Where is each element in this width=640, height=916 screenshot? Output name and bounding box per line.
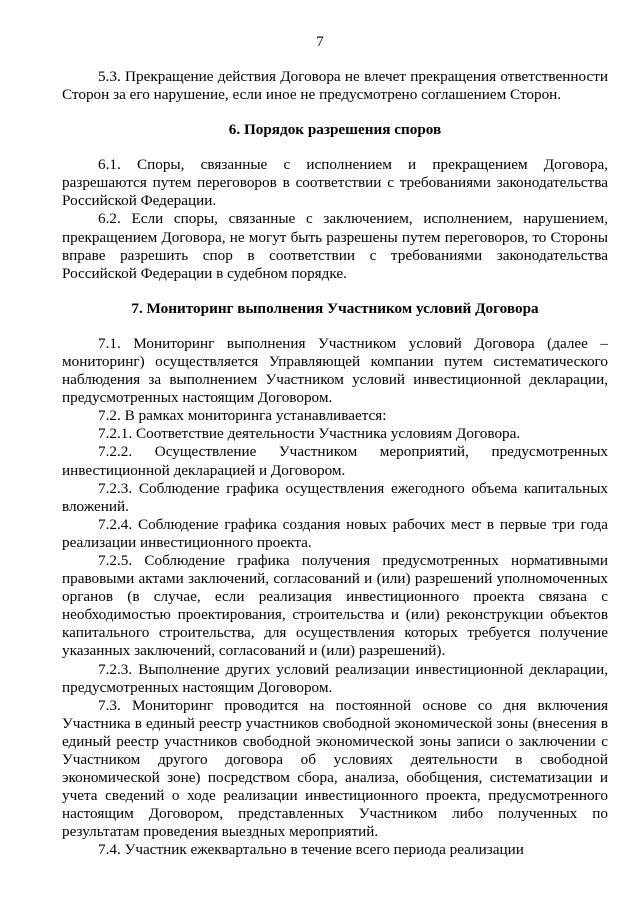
spacer: [62, 283, 608, 300]
paragraph: 7.2.3. Выполнение других условий реализации инвестиционной декларации, предусмотренных настоящим Договором.: [62, 660, 608, 696]
paragraph: 7.4. Участник ежеквартально в течение всего периода реализации: [98, 841, 524, 859]
paragraph: 5.3. Прекращение действия Договора не влечет прекращения ответственности Сторон за его нарушение, если иное не предусмотрено соглашением Сторон.: [62, 68, 608, 104]
paragraph: 7.2.2. Осуществление Участником мероприятий, предусмотренных инвестиционной декларацией и Договором.: [62, 443, 608, 479]
paragraph: 7.2. В рамках мониторинга устанавливается:: [98, 407, 387, 425]
paragraph: 7.2.4. Соблюдение графика создания новых рабочих мест в первые три года реализации инвестиционного проекта.: [62, 515, 608, 551]
section-heading: 7. Мониторинг выполнения Участником условий Договора: [131, 299, 539, 317]
paragraph: 7.2.5. Соблюдение графика получения предусмотренных нормативными правовыми актами заключений, согласований и (или) разрешений уполномоченных органов (в случае, если реализация инвестиционного проекта связана с необходимостью проектирования, строительства и (или) реконструкции объектов капитального строительства, для осуществления которых требуется получение указанных заключений, согласований и (или) разрешений).: [62, 551, 608, 660]
paragraph: 7.3. Мониторинг проводится на постоянной основе со дня включения Участника в единый реестр участников свободной экономической зоны (внесения в единый реестр участников свободной экономической зоны записи о заключении с Участником другого договора об условиях деятельности в свободной экономической зоне) посредством сбора, анализа, обобщения, систематизации и учета сведений о ходе реализации инвестиционного проекта, предусмотренного настоящим Договором, представленных Участником либо полученных по результатам проведения выездных мероприятий.: [62, 696, 608, 841]
paragraph: 7.1. Мониторинг выполнения Участником условий Договора (далее – мониторинг) осуществляется Управляющей компании путем систематического наблюдения за выполнением Участником условий инвестиционной декларации, предусмотренных настоящим Договором.: [62, 334, 608, 407]
section-heading: 6. Порядок разрешения споров: [228, 121, 442, 139]
paragraph: 6.2. Если споры, связанные с заключением, исполнением, нарушением, прекращением Договора, не могут быть разрешены путем переговоров, то Стороны вправе разрешить спор в соответствии с требованиями законодательства Российской Федерации в судебном порядке.: [62, 210, 608, 282]
document-body: [62, 68, 608, 860]
paragraph: 7.2.1. Соответствие деятельности Участника условиям Договора.: [98, 425, 521, 443]
paragraph: 7.2.3. Соблюдение графика осуществления ежегодного объема капитальных вложений.: [62, 479, 608, 515]
spacer: [62, 139, 608, 156]
spacer: [62, 318, 608, 335]
paragraph: 6.1. Споры, связанные с исполнением и прекращением Договора, разрешаются путем переговоров в соответствии с требованиями законодательства Российской Федерации.: [62, 156, 608, 210]
spacer: [62, 104, 608, 121]
page-number: 7: [316, 34, 324, 50]
